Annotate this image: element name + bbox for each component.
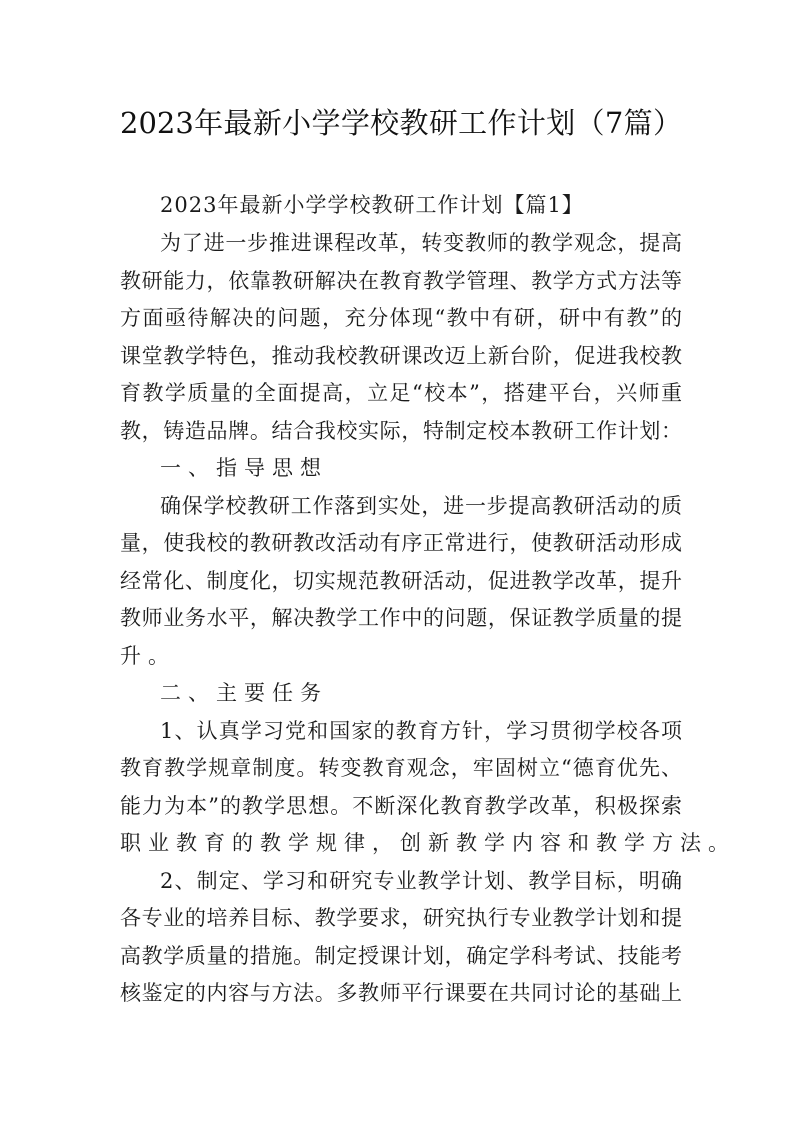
text-line: 能力为本”的教学思想。不断深化教育教学改革，积极探索 (120, 794, 682, 818)
heading-guiding-ideology: 一、指导思想 (160, 456, 328, 480)
document-title: 2023年最新小学学校教研工作计划（7篇） (120, 106, 682, 140)
text-line: 1、认真学习党和国家的教育方针，学习贯彻学校各项 (160, 719, 682, 743)
text-line: 量，使我校的教研教改活动有序正常进行，使教研活动形成 (120, 531, 682, 555)
text-line: 升。 (120, 644, 176, 668)
text-line: 核鉴定的内容与方法。多教师平行课要在共同讨论的基础上 (120, 981, 682, 1005)
section-heading: 2023年最新小学学校教研工作计划【篇1】 (160, 193, 584, 217)
text-line: 课堂教学特色，推动我校教研课改迈上新台阶，促进我校教 (120, 344, 682, 368)
text-line: 2、制定、学习和研究专业教学计划、教学目标，明确 (160, 869, 682, 893)
text-line: 各专业的培养目标、教学要求，研究执行专业教学计划和提 (120, 906, 682, 930)
text-line: 职业教育的教学规律，创新教学内容和教学方法。 (120, 831, 736, 855)
text-line: 教研能力，依靠教研解决在教育教学管理、教学方式方法等 (120, 269, 682, 293)
text-line: 确保学校教研工作落到实处，进一步提高教研活动的质 (160, 494, 682, 518)
text-line: 教，铸造品牌。结合我校实际，特制定校本教研工作计划： (120, 419, 682, 443)
heading-main-tasks: 二、主要任务 (160, 681, 328, 705)
text-line: 经常化、制度化，切实规范教研活动，促进教学改革，提升 (120, 569, 682, 593)
text-line: 育教学质量的全面提高，立足“校本”，搭建平台，兴师重 (120, 381, 682, 405)
text-line: 高教学质量的措施。制定授课计划，确定学科考试、技能考 (120, 944, 682, 968)
text-line: 教育教学规章制度。转变教育观念，牢固树立“德育优先、 (120, 756, 682, 780)
text-line: 方面亟待解决的问题，充分体现“教中有研，研中有教”的 (120, 306, 682, 330)
text-line: 教师业务水平，解决教学工作中的问题，保证教学质量的提 (120, 606, 682, 630)
text-line: 为了进一步推进课程改革，转变教师的教学观念，提高 (160, 231, 682, 255)
